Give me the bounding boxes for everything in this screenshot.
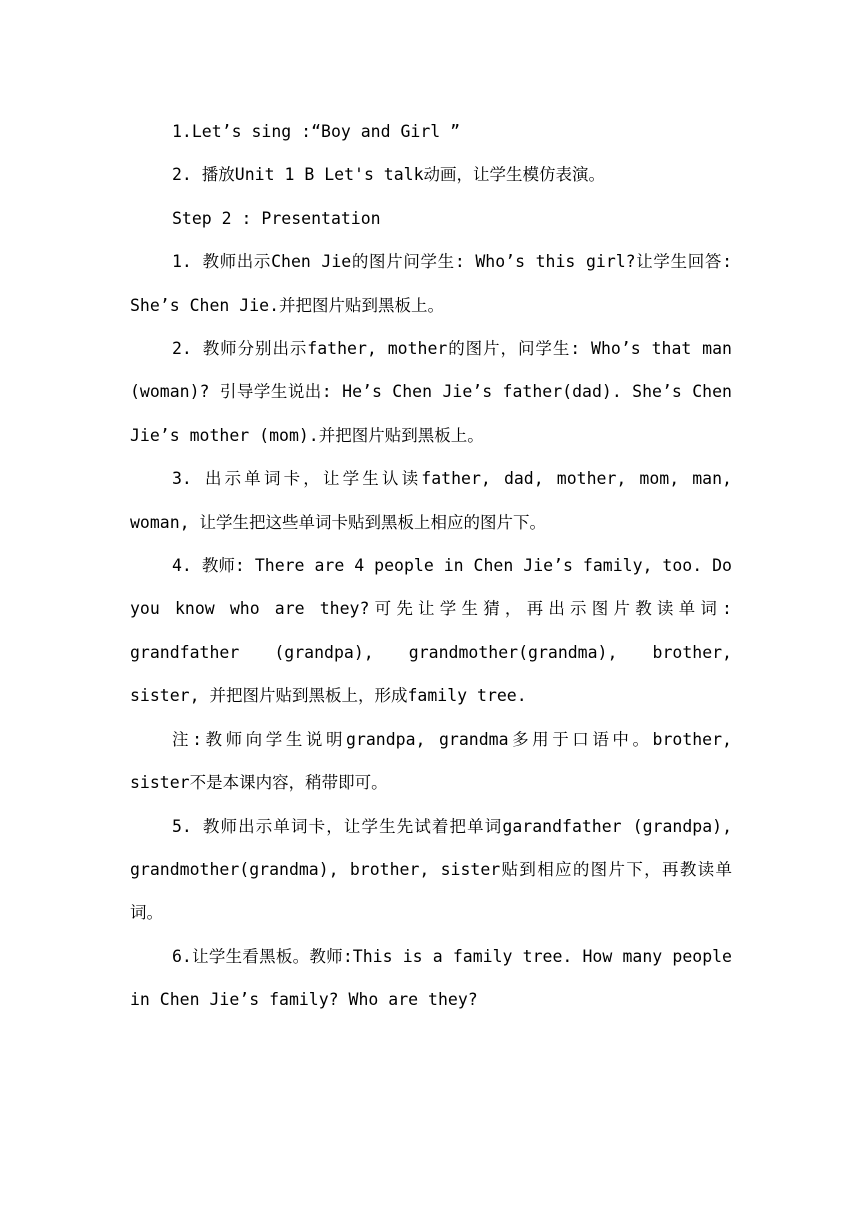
paragraph-note: 注:教师向学生说明grandpa, grandma多用于口语中。brother, sister不是本课内容，稍带即可。 (130, 729, 732, 793)
paragraph-step-4: 4. 教师: There are 4 people in Chen Jie’s family, too. Do you know who are they?可先让学生猜，再出示图片教读单词: grandfather (grandpa), grandmother(grandma), brother, sister, 并把图片贴到黑板上，形成family tree. (130, 556, 732, 706)
paragraph-step-6: 6.让学生看黑板。教师:This is a family tree. How many people in Chen Jie’s family? Who are they? (130, 946, 732, 1010)
paragraph-step-1: 1. 教师出示Chen Jie的图片问学生: Who’s this girl?让学生回答: She’s Chen Jie.并把图片贴到黑板上。 (130, 252, 732, 315)
paragraph-warmup-song: 1.Let’s sing :“Boy and Girl ” (172, 122, 461, 141)
paragraph-step-2: 2. 教师分别出示father, mother的图片，问学生: Who’s that man (woman)? 引导学生说出: He’s Chen Jie’s father(dad). She’s Chen Jie’s mother (mom).并把图片贴到黑板上。 (130, 339, 732, 445)
paragraph-warmup-talk: 2. 播放Unit 1 B Let's talk动画，让学生模仿表演。 (172, 165, 606, 185)
paragraph-step-5: 5. 教师出示单词卡，让学生先试着把单词garandfather (grandpa), grandmother(grandma), brother, sister贴到相应的图片下，再教读单词。 (130, 816, 732, 923)
paragraph-step-3: 3. 出示单词卡，让学生认读father, dad, mother, mom, man, woman, 让学生把这些单词卡贴到黑板上相应的图片下。 (130, 469, 732, 532)
section-heading-step-2: Step 2 : Presentation (172, 208, 381, 228)
document-body (130, 110, 732, 1022)
